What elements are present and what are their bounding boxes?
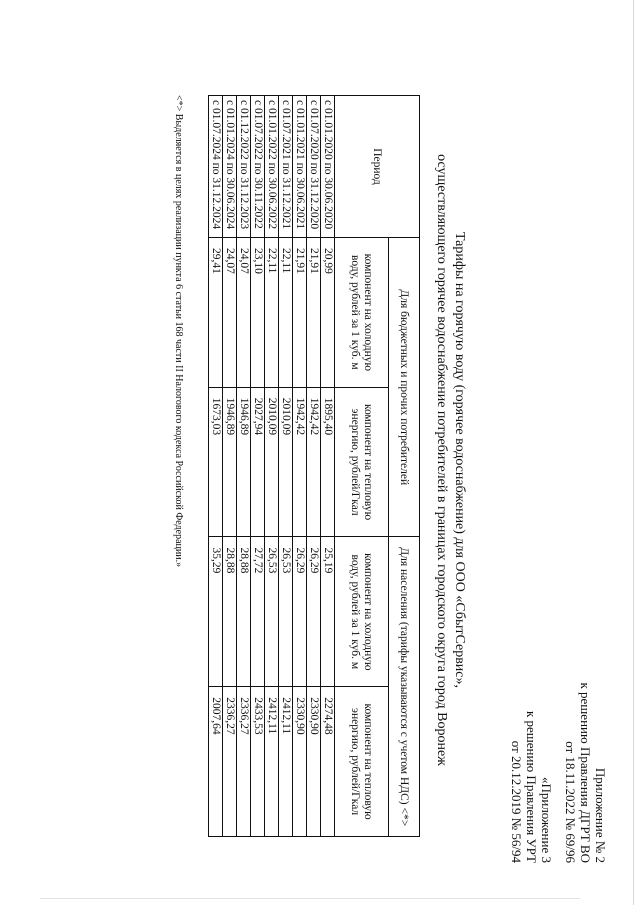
- period-header: Период: [335, 96, 420, 238]
- population-heat-cell: 2433,53: [251, 687, 265, 837]
- period-cell: с 01.07.2021 по 31.12.2021: [279, 96, 293, 238]
- budget-cold-cell: 20,99: [321, 237, 335, 387]
- budget-cold-cell: 22,11: [279, 237, 293, 387]
- population-heat-cell: 2336,27: [223, 687, 237, 837]
- original-appendix-header: [509, 711, 554, 863]
- population-heat-cell: 2336,27: [237, 687, 251, 837]
- tariff-table: [208, 95, 420, 837]
- appendix-date: от 18.11.2022 № 69/96: [563, 741, 578, 863]
- population-cold-cell: 28,88: [237, 537, 251, 687]
- budget-heat-header: компонент на тепловую энергию, рублей/Гкал: [335, 387, 389, 537]
- original-appendix-number: «Приложение 3: [539, 776, 554, 863]
- table-row: [251, 96, 265, 837]
- budget-heat-cell: 2027,94: [251, 387, 265, 537]
- period-cell: с 01.01.2020 по 30.06.2020: [321, 96, 335, 238]
- title-line-2: осуществляющего горячее водоснабжение потребителей в границах городского округа город Воронеж: [434, 154, 449, 766]
- budget-heat-cell: 1942,42: [293, 387, 307, 537]
- budget-cold-cell: 23,10: [251, 237, 265, 387]
- population-heat-header: компонент на тепловую энергию, рублей/Гкал: [335, 687, 389, 837]
- period-cell: с 01.12.2022 по 31.12.2023: [237, 96, 251, 238]
- budget-cold-cell: 24,07: [223, 237, 237, 387]
- budget-cold-cell: 29,41: [209, 237, 223, 387]
- table-row: [321, 96, 335, 837]
- table-row: [209, 96, 223, 837]
- population-group-header: Для населения (тарифы указываются с учетом НДС) <*>: [389, 537, 420, 837]
- table-row: [237, 96, 251, 837]
- population-cold-cell: 25,19: [321, 537, 335, 687]
- table-row: [307, 96, 321, 837]
- budget-heat-cell: 2010,09: [279, 387, 293, 537]
- population-cold-cell: 27,72: [251, 537, 265, 687]
- budget-heat-cell: 1895,40: [321, 387, 335, 537]
- appendix-decision: к решению Правления ДГРТ ВО: [578, 682, 593, 863]
- population-cold-header: компонент на холодную воду, рублей за 1 куб. м: [335, 537, 389, 687]
- population-heat-cell: 2330,90: [293, 687, 307, 837]
- budget-heat-cell: 1673,03: [209, 387, 223, 537]
- population-heat-cell: 2330,90: [307, 687, 321, 837]
- table-row: [293, 96, 307, 837]
- population-cold-cell: 28,88: [223, 537, 237, 687]
- table-row: [279, 96, 293, 837]
- original-appendix-decision: к решению Правления УРТ: [524, 710, 539, 863]
- table-row: [223, 96, 237, 837]
- population-cold-cell: 26,29: [307, 537, 321, 687]
- period-cell: с 01.01.2022 по 30.06.2022: [265, 96, 279, 238]
- population-heat-cell: 2007,64: [209, 687, 223, 837]
- population-cold-cell: 26,53: [265, 537, 279, 687]
- population-heat-cell: 2412,11: [279, 687, 293, 837]
- table-row: [265, 96, 279, 837]
- budget-heat-cell: 1946,89: [237, 387, 251, 537]
- budget-cold-header: компонент на холодную воду, рублей за 1 куб. м: [335, 237, 389, 387]
- population-cold-cell: 26,53: [279, 537, 293, 687]
- appendix-header: [563, 682, 608, 863]
- period-cell: с 01.07.2022 по 30.11.2022: [251, 96, 265, 238]
- budget-cold-cell: 21,91: [307, 237, 321, 387]
- budget-cold-cell: 24,07: [237, 237, 251, 387]
- period-cell: с 01.01.2024 по 30.06.2024: [223, 96, 237, 238]
- period-cell: с 01.01.2021 по 30.06.2021: [293, 96, 307, 238]
- period-cell: с 01.07.2020 по 31.12.2020: [307, 96, 321, 238]
- budget-cold-cell: 22,11: [265, 237, 279, 387]
- population-cold-cell: 35,29: [209, 537, 223, 687]
- title-line-1: Тарифы на горячую воду (горячее водоснабжение) для ООО «СбытСервис»,: [452, 231, 467, 689]
- document-title: [432, 90, 468, 830]
- budget-group-header: Для бюджетных и прочих потребителей: [389, 237, 420, 537]
- appendix-number: Приложение № 2: [593, 767, 608, 863]
- footnote: <*> Выделяется в целях реализации пункта 6 статьи 168 части II Налогового кодекса Российской Федерации.»: [173, 95, 184, 568]
- budget-heat-cell: 1942,42: [307, 387, 321, 537]
- original-appendix-date: от 20.12.2019 № 56/94: [509, 740, 524, 863]
- population-cold-cell: 26,29: [293, 537, 307, 687]
- budget-heat-cell: 1946,89: [223, 387, 237, 537]
- budget-heat-cell: 2010,09: [265, 387, 279, 537]
- population-heat-cell: 2274,48: [321, 687, 335, 837]
- population-heat-cell: 2412,11: [265, 687, 279, 837]
- budget-cold-cell: 21,91: [293, 237, 307, 387]
- period-cell: с 01.07.2024 по 31.12.2024: [209, 96, 223, 238]
